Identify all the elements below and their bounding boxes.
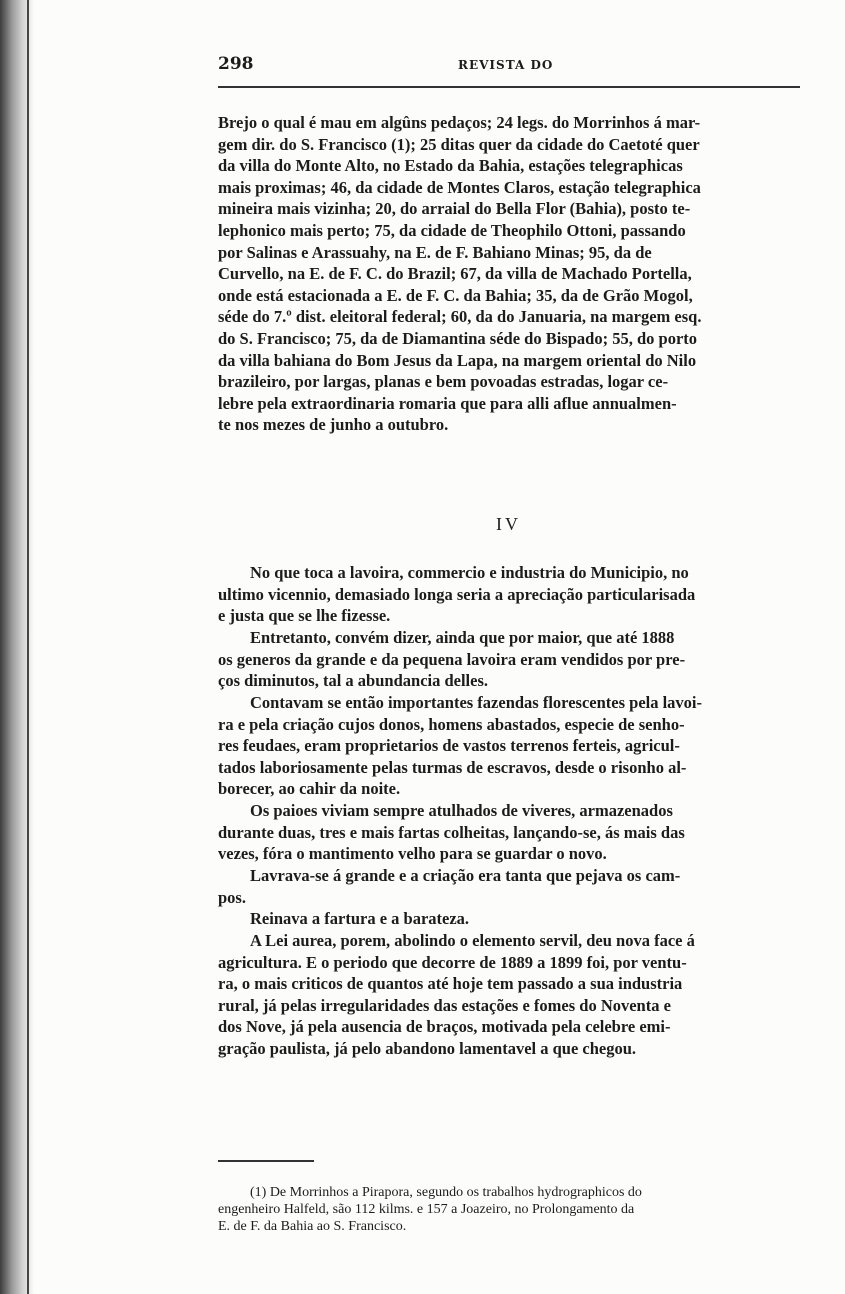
text-line: séde do 7.º dist. eleitoral federal; 60, da do Januaria, na margem esq. [218, 307, 702, 327]
text-line: Reinava a fartura e a barateza. [250, 909, 470, 928]
paragraph [218, 908, 800, 930]
text-line: gração paulista, já pelo abandono lamentavel a que chegou. [218, 1038, 637, 1058]
text-line: lebre pela extraordinaria romaria que para alli aflue annualmen- [218, 393, 677, 413]
text-line: ultimo vicennio, demasiado longa seria a apreciação particularisada [218, 584, 696, 604]
text-line: e justa que se lhe fizesse. [218, 606, 391, 626]
running-head: REVISTA DO [458, 58, 554, 72]
text-line: por Salinas e Arassuahy, na E. de F. Bahiano Minas; 95, da de [218, 242, 652, 262]
paragraph [218, 800, 800, 865]
text-line: Os paioes viviam sempre atulhados de viveres, armazenados [250, 801, 673, 820]
text-line: ra e pela criação cujos donos, homens abastados, especie de senho- [218, 714, 685, 734]
text-line: ra, o mais criticos de quantos até hoje tem passado a sua industria [218, 974, 683, 994]
footnote-line: engenheiro Halfeld, são 112 kilms. e 157 a Joazeiro, no Prolongamento da [218, 1202, 635, 1217]
binding-edge-line [27, 0, 29, 1294]
text-line: agricultura. E o periodo que decorre de 1889 a 1899 foi, por ventu- [218, 952, 687, 972]
text-line: pos. [218, 887, 246, 907]
text-line: onde está estacionada a E. de F. C. da Bahia; 35, da de Grão Mogol, [218, 285, 693, 305]
footnote-rule [218, 1160, 314, 1162]
text-line: lephonico mais perto; 75, da cidade de Theophilo Ottoni, passando [218, 220, 686, 240]
text-line: mais proximas; 46, da cidade de Montes Claros, estação telegraphica [218, 177, 701, 197]
text-line: do S. Francisco; 75, da de Diamantina séde do Bispado; 55, do porto [218, 328, 698, 348]
text-line: No que toca a lavoira, commercio e industria do Municipio, no [250, 563, 689, 582]
paragraph [218, 930, 800, 1060]
text-line: Lavrava-se á grande e a criação era tanta que pejava os cam- [250, 866, 681, 885]
text-line: ços diminutos, tal a abundancia delles. [218, 671, 489, 691]
paragraph [218, 865, 800, 908]
text-line: gem dir. do S. Francisco (1); 25 ditas quer da cidade do Caetoté quer [218, 134, 700, 154]
header-rule [218, 86, 800, 88]
text-line: da villa do Monte Alto, no Estado da Bahia, estações telegraphicas [218, 156, 683, 176]
footnote-line: E. de F. da Bahia ao S. Francisco. [218, 1219, 407, 1234]
text-line: Curvello, na E. de F. C. do Brazil; 67, da villa de Machado Portella, [218, 264, 692, 284]
text-line: vezes, fóra o mantimento velho para se guardar o novo. [218, 844, 607, 864]
text-line: te nos mezes de junho a outubro. [218, 415, 449, 435]
text-line: Brejo o qual é mau em algûns pedaços; 24 legs. do Morrinhos á mar- [218, 113, 701, 132]
text-line: A Lei aurea, porem, abolindo o elemento servil, deu nova face á [250, 931, 695, 950]
page-number: 298 [218, 54, 254, 74]
text-line: Contavam se então importantes fazendas florescentes pela lavoi- [250, 693, 703, 712]
paragraph [218, 692, 800, 800]
text-line: os generos da grande e da pequena lavoira eram vendidos por pre- [218, 649, 686, 669]
text-line: durante duas, tres e mais fartas colheitas, lançando-se, ás mais das [218, 822, 685, 842]
text-line: da villa bahiana do Bom Jesus da Lapa, na margem oriental do Nilo [218, 350, 697, 370]
footnote-line: (1) De Morrinhos a Pirapora, segundo os trabalhos hydrographicos do [250, 1185, 642, 1200]
text-line: brazileiro, por largas, planas e bem povoadas estradas, logar ce- [218, 372, 669, 392]
footnote [218, 1184, 808, 1235]
section-heading: IV [496, 514, 521, 534]
text-line: Entretanto, convém dizer, ainda que por maior, que até 1888 [250, 628, 675, 647]
text-line: dos Nove, já pela ausencia de braços, motivada pela celebre emi- [218, 1017, 671, 1037]
text-line: rural, já pelas irregularidades das estações e fomes do Noventa e [218, 995, 671, 1015]
paragraph [218, 627, 800, 692]
text-line: tados laboriosamente pelas turmas de escravos, desde o risonho al- [218, 757, 687, 777]
paragraph [218, 562, 800, 627]
page-header [218, 54, 800, 78]
paragraph-continuation [218, 112, 800, 436]
text-line: borecer, ao cahir da noite. [218, 779, 401, 799]
text-line: res feudaes, eram proprietarios de vastos terrenos ferteis, agricul- [218, 736, 680, 756]
text-line: mineira mais vizinha; 20, do arraial do Bella Flor (Bahia), posto te- [218, 199, 691, 219]
